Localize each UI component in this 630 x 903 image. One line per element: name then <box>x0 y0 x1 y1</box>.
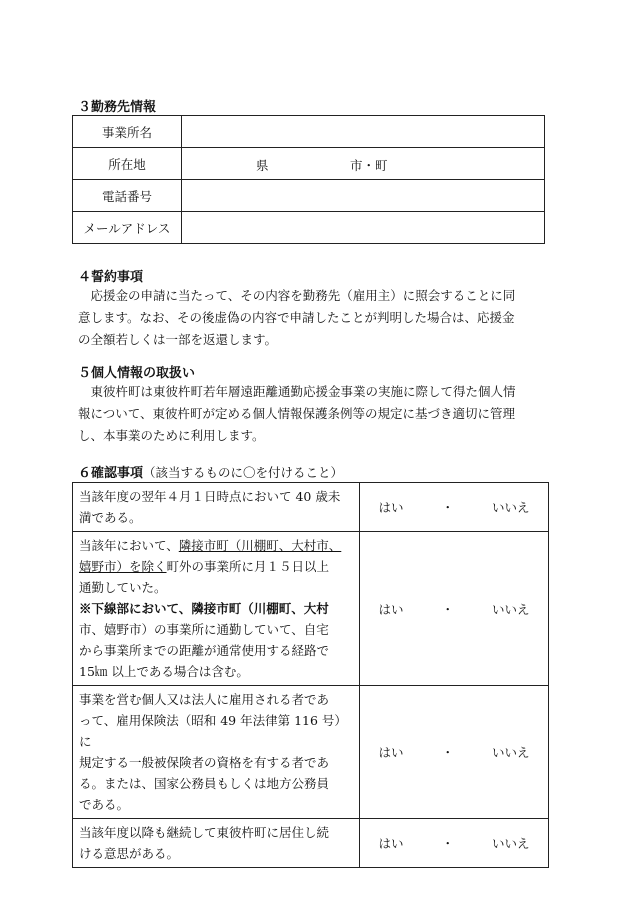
prefecture-label: 県 <box>256 158 269 173</box>
section-6-heading <box>78 462 343 481</box>
condition-residence: 当該年度以降も継続して東彼杵町に居住し続 ける意思がある。 <box>73 819 360 868</box>
table-row <box>73 532 549 686</box>
confirmation-table <box>72 482 549 868</box>
note-line: 15㎞ 以上である場合は含む。 <box>79 664 249 679</box>
pledge-text <box>78 285 558 351</box>
answer-cell[interactable] <box>360 532 549 686</box>
privacy-line: 報について、東彼杵町が定める個人情報保護条例等の規定に基づき適切に管理 <box>78 406 516 421</box>
underlined-text: 嬉野市）を除く <box>79 559 167 574</box>
privacy-text <box>78 381 558 447</box>
answer-cell[interactable] <box>360 483 549 532</box>
section-4-title: ４誓約事項 <box>78 270 144 285</box>
pledge-line: 応援金の申請に当たって、その内容を勤務先（雇用主）に照会することに同 <box>78 288 516 303</box>
email-label: メールアドレス <box>73 212 182 244</box>
table-row <box>73 180 545 212</box>
yes-option[interactable]: はい <box>378 836 404 851</box>
section-6-note: （該当するものに〇を付けること） <box>143 465 344 480</box>
section-5-title: ５個人情報の取扱い <box>78 366 196 381</box>
separator-dot: ・ <box>441 500 454 515</box>
no-option[interactable]: いいえ <box>491 836 530 851</box>
answer-cell[interactable] <box>360 819 549 868</box>
city-town-label: 市・町 <box>350 158 388 173</box>
yes-option[interactable]: はい <box>378 500 404 515</box>
condition-age: 当該年度の翌年４月１日時点において 40 歳未 満である。 <box>73 483 360 532</box>
table-row <box>73 212 545 244</box>
separator-dot: ・ <box>441 836 454 851</box>
privacy-line: し、本事業のために利用します。 <box>78 428 265 443</box>
no-option[interactable]: いいえ <box>491 500 530 515</box>
table-row <box>73 116 545 148</box>
condition-commute: 当該年において、隣接市町（川棚町、大村市、 嬉野市）を除く町外の事業所に月１５日以上 通勤していた。 ※下線部において、隣接市町（川棚町、大村 市、嬉野市）の事業所に通勤していて、自宅 から事業所までの距離が通常使用する経路で 15㎞ 以上である場合は含む。 <box>73 532 360 686</box>
table-row <box>73 483 549 532</box>
yes-option[interactable]: はい <box>378 745 404 760</box>
separator-dot: ・ <box>441 601 454 617</box>
yes-option[interactable]: はい <box>378 601 404 617</box>
table-row <box>73 819 549 868</box>
address-field[interactable] <box>182 148 545 180</box>
underlined-text: 隣接市町（川棚町、大村市、 <box>178 538 342 553</box>
note-line: 市、嬉野市）の事業所に通勤していて、自宅 <box>79 622 329 637</box>
answer-cell[interactable] <box>360 686 549 819</box>
office-name-field[interactable] <box>182 116 545 148</box>
condition-employment: 事業を営む個人又は法人に雇用される者であ って、雇用保険法（昭和 49 年法律第 116 号）に 規定する一般被保険者の資格を有する者であ る。または、国家公務員もしくは地方公務員 である。 <box>73 686 360 819</box>
office-name-label: 事業所名 <box>73 116 182 148</box>
pledge-line: の全額若しくは一部を返還します。 <box>78 332 278 347</box>
no-option[interactable]: いいえ <box>491 745 530 760</box>
workplace-info-table <box>72 115 545 244</box>
table-row <box>73 148 545 180</box>
table-row <box>73 686 549 819</box>
address-label: 所在地 <box>73 148 182 180</box>
privacy-line: 東彼杵町は東彼杵町若年層遠距離通勤応援金事業の実施に際して得た個人情 <box>78 384 516 399</box>
section-6-title: ６確認事項 <box>78 466 144 481</box>
note-line: から事業所までの距離が通常使用する経路で <box>79 643 330 658</box>
section-3-title: ３勤務先情報 <box>78 100 157 115</box>
note-line: ※下線部において、隣接市町（川棚町、大村 <box>79 601 329 616</box>
phone-label: 電話番号 <box>73 180 182 212</box>
phone-field[interactable] <box>182 180 545 212</box>
separator-dot: ・ <box>441 745 454 760</box>
no-option[interactable]: いいえ <box>491 601 530 617</box>
email-field[interactable] <box>182 212 545 244</box>
pledge-line: 意します。なお、その後虚偽の内容で申請したことが判明した場合は、応援金 <box>78 310 515 325</box>
